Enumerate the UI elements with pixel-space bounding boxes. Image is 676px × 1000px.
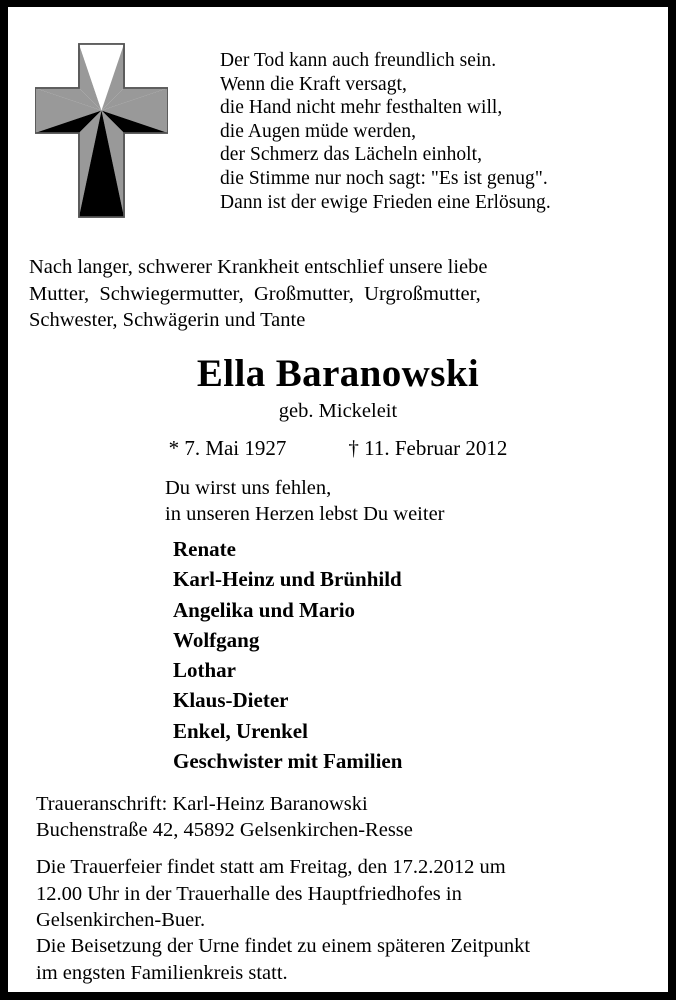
mourning-address [36,791,636,843]
funeral-line: 12.00 Uhr in der Trauerhalle des Hauptfriedhofes in [36,882,462,905]
poem-line: der Schmerz das Lächeln einholt, [220,144,483,166]
poem-line: die Hand nicht mehr festhalten will, [220,97,503,119]
address-line: Buchenstraße 42, 45892 Gelsenkirchen-Resse [36,819,413,841]
poem-line: Wenn die Kraft versagt, [220,73,407,95]
cross-emblem [35,35,168,219]
death-date: † 11. Februar 2012 [348,436,508,460]
life-dates [8,435,668,461]
intro-line: Nach langer, schwerer Krankheit entschlief unsere liebe [29,256,488,278]
funeral-service-info [36,854,641,934]
mourner-item: Geschwister mit Familien [173,749,403,774]
burial-line: im engsten Familienkreis statt. [36,961,288,984]
mourner-item: Karl-Heinz und Brünhild [173,567,402,592]
poem-line: die Stimme nur noch sagt: "Es ist genug". [220,167,548,189]
beveled-cross-icon [35,35,168,219]
deceased-maiden-name: geb. Mickeleit [278,400,398,422]
poem-line: Der Tod kann auch freundlich sein. [220,50,497,71]
intro-line: Schwester, Schwägerin und Tante [29,309,306,331]
birth-date: * 7. Mai 1927 [168,436,287,460]
poem-block [220,49,650,214]
mourning-verse [165,475,585,527]
funeral-line: Die Trauerfeier findet statt am Freitag, den 17.2.2012 um [36,856,506,878]
intro-line: Mutter, Schwiegermutter, Großmutter, Urgroßmutter, [29,282,481,305]
deceased-name: Ella Baranowski [196,352,480,395]
verse-line: in unseren Herzen lebst Du weiter [165,503,445,525]
verse-line: Du wirst uns fehlen, [165,477,332,499]
poem-line: die Augen müde werden, [220,120,417,142]
poem-line: Dann ist der ewige Frieden eine Erlösung. [220,191,551,213]
intro-paragraph [29,254,624,334]
burial-line: Die Beisetzung der Urne findet zu einem späteren Zeitpunkt [36,935,531,957]
mourners-list [173,534,593,776]
mourner-item: Klaus-Dieter [173,688,289,713]
mourner-item: Lothar [173,658,236,683]
burial-info [36,933,641,986]
address-line: Traueranschrift: Karl-Heinz Baranowski [36,793,368,815]
mourner-item: Renate [173,537,236,561]
mourner-item: Enkel, Urenkel [173,718,308,743]
obituary-sheet [8,7,668,992]
mourner-item: Wolfgang [173,627,260,652]
mourner-item: Angelika und Mario [173,597,356,622]
funeral-line: Gelsenkirchen-Buer. [36,909,206,931]
